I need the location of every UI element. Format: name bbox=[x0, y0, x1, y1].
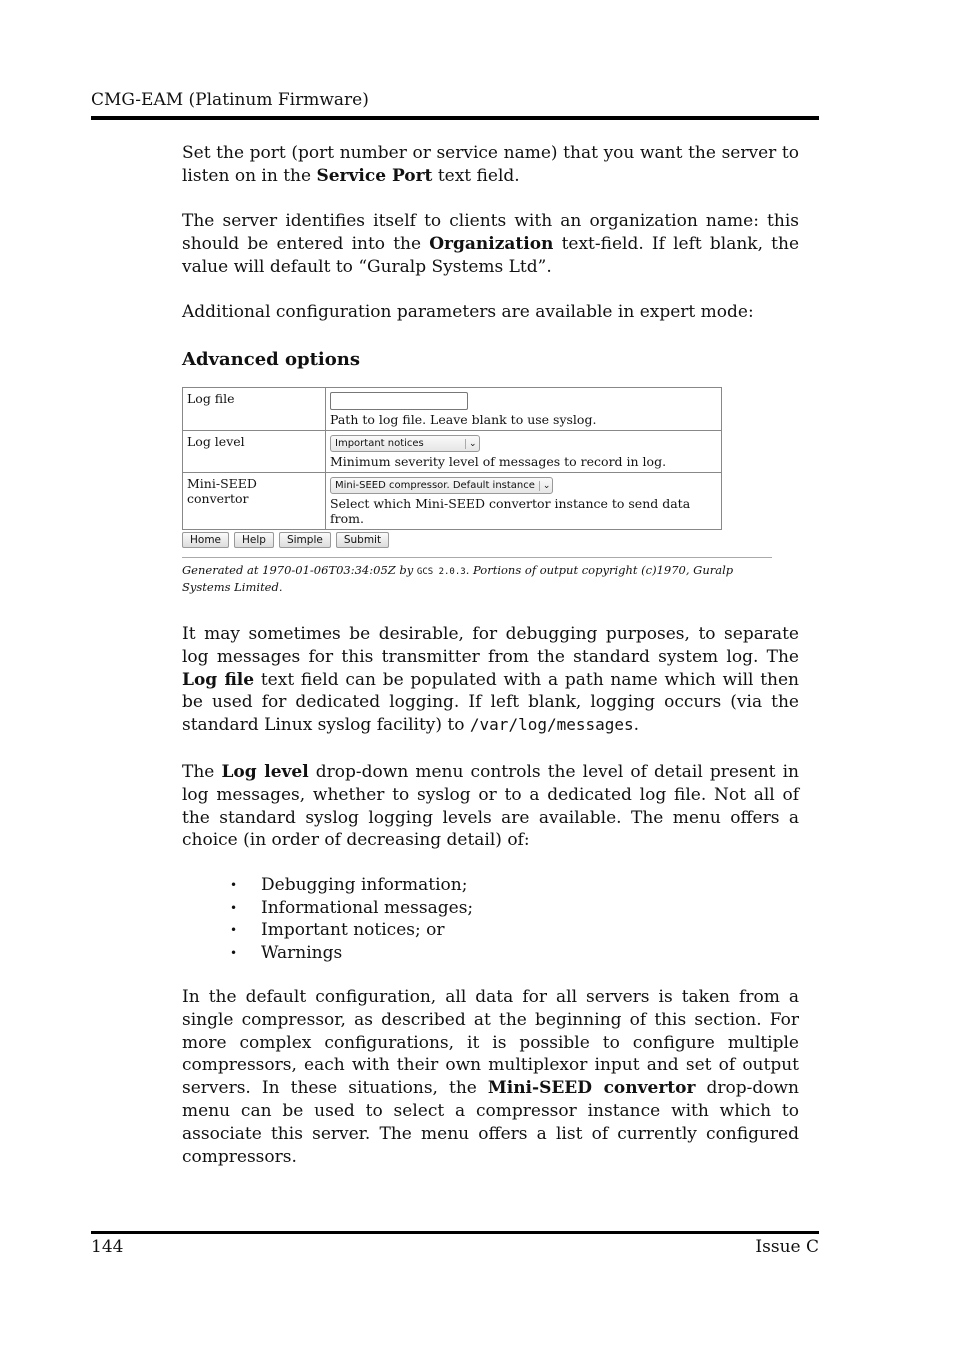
bullet-icon: • bbox=[230, 900, 238, 915]
table-row bbox=[183, 431, 722, 473]
paragraph-log-file bbox=[182, 623, 799, 737]
header-rule bbox=[91, 116, 819, 120]
table-row bbox=[183, 473, 722, 530]
text: Generated at 1970-01-06T03:34:05Z by bbox=[182, 563, 417, 577]
bold-term: Log file bbox=[182, 669, 255, 690]
list-item-text: Important notices; or bbox=[261, 920, 445, 940]
text: The bbox=[182, 762, 222, 782]
paragraph-service-port bbox=[182, 142, 799, 188]
text: drop-down menu controls the level of detail present in log messages, whether to syslog or to a dedicated log file. Not all of the standard syslog logging levels are available. The menu offers a choice (in order of decreasing detail) of: bbox=[182, 762, 799, 851]
bold-term: Mini-SEED convertor bbox=[487, 1078, 696, 1099]
text: In the default configuration, all data for all servers is taken from a single compressor, as described at the beginning of this section. For more complex configurations, it is possible to configure multiple compressors, each with their own multiplexor input and set of output servers. In these situations, the bbox=[182, 987, 799, 1099]
paragraph-organization bbox=[182, 210, 799, 278]
simple-button[interactable]: Simple bbox=[279, 532, 331, 548]
mini-seed-convertor-select[interactable] bbox=[330, 477, 553, 494]
table-row bbox=[183, 388, 722, 431]
log-level-select[interactable] bbox=[330, 435, 480, 452]
list-item-text: Informational messages; bbox=[261, 897, 474, 918]
mini-seed-selected-value: Mini-SEED compressor. Default instance bbox=[335, 480, 535, 491]
page-number: 144 bbox=[91, 1237, 124, 1257]
log-level-cell bbox=[326, 431, 722, 473]
bold-term: Service Port bbox=[316, 165, 433, 186]
log-file-cell bbox=[326, 388, 722, 431]
log-level-label: Log level bbox=[183, 431, 326, 473]
list-item bbox=[230, 919, 473, 942]
log-file-help: Path to log file. Leave blank to use syslog. bbox=[330, 412, 597, 427]
chevron-down-icon: ⌄ bbox=[539, 481, 551, 491]
section-subheading: Advanced options bbox=[182, 349, 360, 370]
mini-seed-convertor-label: Mini-SEED convertor bbox=[183, 473, 326, 530]
text: The server identifies itself to clients with an organization name: this should be entered into the bbox=[182, 211, 799, 254]
bold-term: Log level bbox=[221, 762, 309, 782]
paragraph-log-level bbox=[182, 761, 799, 852]
form-button-row bbox=[182, 532, 772, 548]
bold-term: Organization bbox=[429, 233, 554, 254]
text: Set the port (port number or service name) that you want the server to listen on in the bbox=[182, 143, 799, 186]
home-button[interactable]: Home bbox=[182, 532, 229, 548]
generated-footer bbox=[182, 563, 772, 595]
code-path: /var/log/messages bbox=[469, 715, 634, 735]
log-level-selected-value: Important notices bbox=[335, 438, 424, 449]
list-item bbox=[230, 897, 473, 920]
text: . Portions of output copyright (c)1970, Guralp Systems Limited. bbox=[182, 563, 734, 594]
mini-seed-convertor-help: Select which Mini-SEED convertor instance to send data from. bbox=[330, 496, 691, 526]
log-level-help: Minimum severity level of messages to record in log. bbox=[330, 454, 667, 469]
list-item bbox=[230, 874, 473, 897]
text: . bbox=[633, 715, 640, 736]
text: It may sometimes be desirable, for debugging purposes, to separate log messages for this transmitter from the standard system log. The bbox=[182, 624, 799, 667]
generated-divider bbox=[182, 557, 772, 558]
submit-button[interactable]: Submit bbox=[336, 532, 389, 548]
help-button[interactable]: Help bbox=[234, 532, 274, 548]
bullet-icon: • bbox=[230, 923, 238, 937]
options-table bbox=[182, 387, 722, 530]
list-item bbox=[230, 942, 473, 965]
bullet-icon: • bbox=[230, 945, 238, 960]
list-item-text: Debugging information; bbox=[261, 875, 468, 895]
text: text field can be populated with a path name which will then be used for dedicated logging. If left blank, logging occurs (via the standard Linux syslog facility) to bbox=[182, 669, 800, 736]
text: text-field. If left blank, the value will default to “Guralp Systems Ltd”. bbox=[182, 233, 800, 277]
log-level-list bbox=[230, 874, 473, 964]
list-item-text: Warnings bbox=[261, 942, 343, 963]
text: drop-down menu can be used to select a compressor instance with which to associate this server. The menu offers a list of currently configured compressors. bbox=[182, 1078, 799, 1167]
log-file-label: Log file bbox=[183, 388, 326, 431]
bullet-icon: • bbox=[230, 878, 238, 892]
mini-seed-convertor-cell bbox=[326, 473, 722, 530]
advanced-options-form-screenshot bbox=[182, 387, 772, 594]
paragraph-mini-seed bbox=[182, 986, 799, 1168]
running-header: CMG-EAM (Platinum Firmware) bbox=[91, 90, 369, 110]
chevron-down-icon: ⌄ bbox=[465, 439, 477, 449]
text: text field. bbox=[432, 165, 520, 186]
issue-label: Issue C bbox=[755, 1237, 819, 1257]
paragraph-expert-mode: Additional configuration parameters are available in expert mode: bbox=[182, 302, 754, 322]
gcs-version: GCS 2.0.3 bbox=[416, 567, 466, 577]
log-file-input[interactable] bbox=[330, 392, 468, 410]
footer-rule bbox=[91, 1231, 819, 1234]
